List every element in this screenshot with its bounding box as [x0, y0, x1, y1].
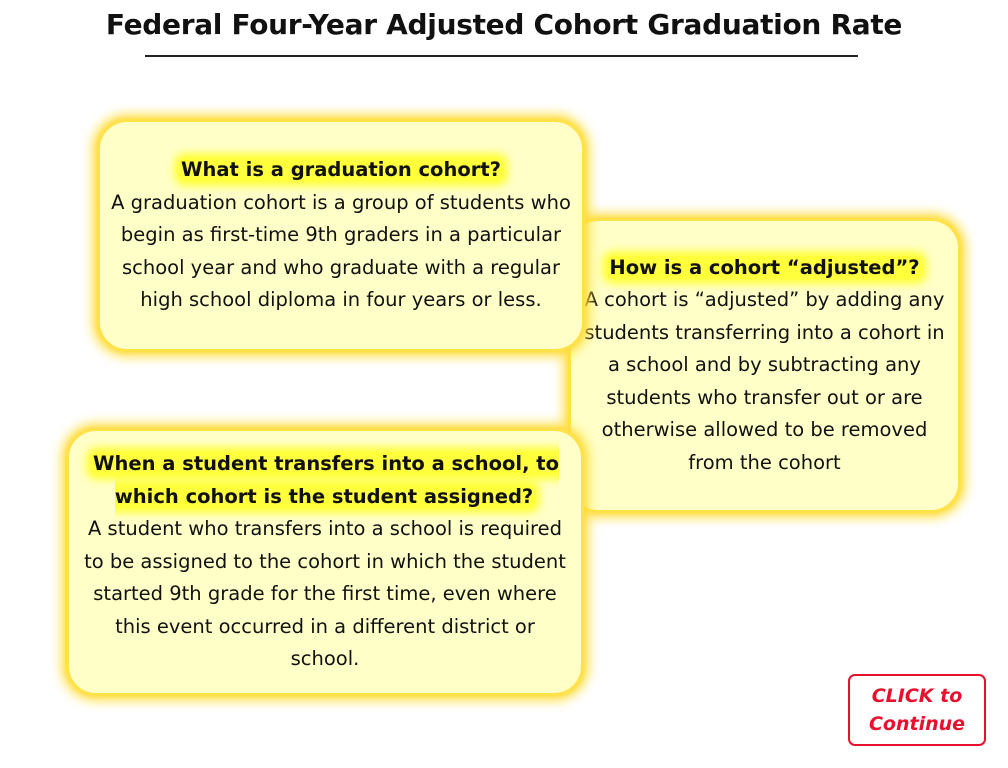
- adjusted-cohort-text: A cohort is “adjusted” by adding any students transferring into a cohort in a school and by subtracting any students who transfer out or are otherwise allowed to be removed from the cohort: [584, 288, 945, 474]
- continue-button[interactable]: CLICK to Continue: [848, 674, 986, 746]
- adjusted-cohort-heading: How is a cohort “adjusted”?: [609, 255, 920, 279]
- transfer-assignment-card: [66, 428, 584, 696]
- title-underline: [145, 55, 858, 57]
- transfer-assignment-text: A student who transfers into a school is required to be assigned to the cohort in which the student started 9th grade for the first time, even where this event occurred in a different district or school.: [84, 517, 566, 671]
- graduation-cohort-card: [97, 119, 585, 352]
- graduation-cohort-heading: What is a graduation cohort?: [181, 158, 501, 182]
- page-title: Federal Four-Year Adjusted Cohort Graduation Rate: [105, 8, 903, 41]
- transfer-assignment-heading: When a student transfers into a school, to which cohort is the student assigned?: [93, 452, 559, 508]
- graduation-cohort-text: A graduation cohort is a group of students who begin as first-time 9th graders in a particular school year and who graduate with a regular high school diploma in four years or less.: [111, 190, 571, 312]
- adjusted-cohort-card: [568, 218, 961, 513]
